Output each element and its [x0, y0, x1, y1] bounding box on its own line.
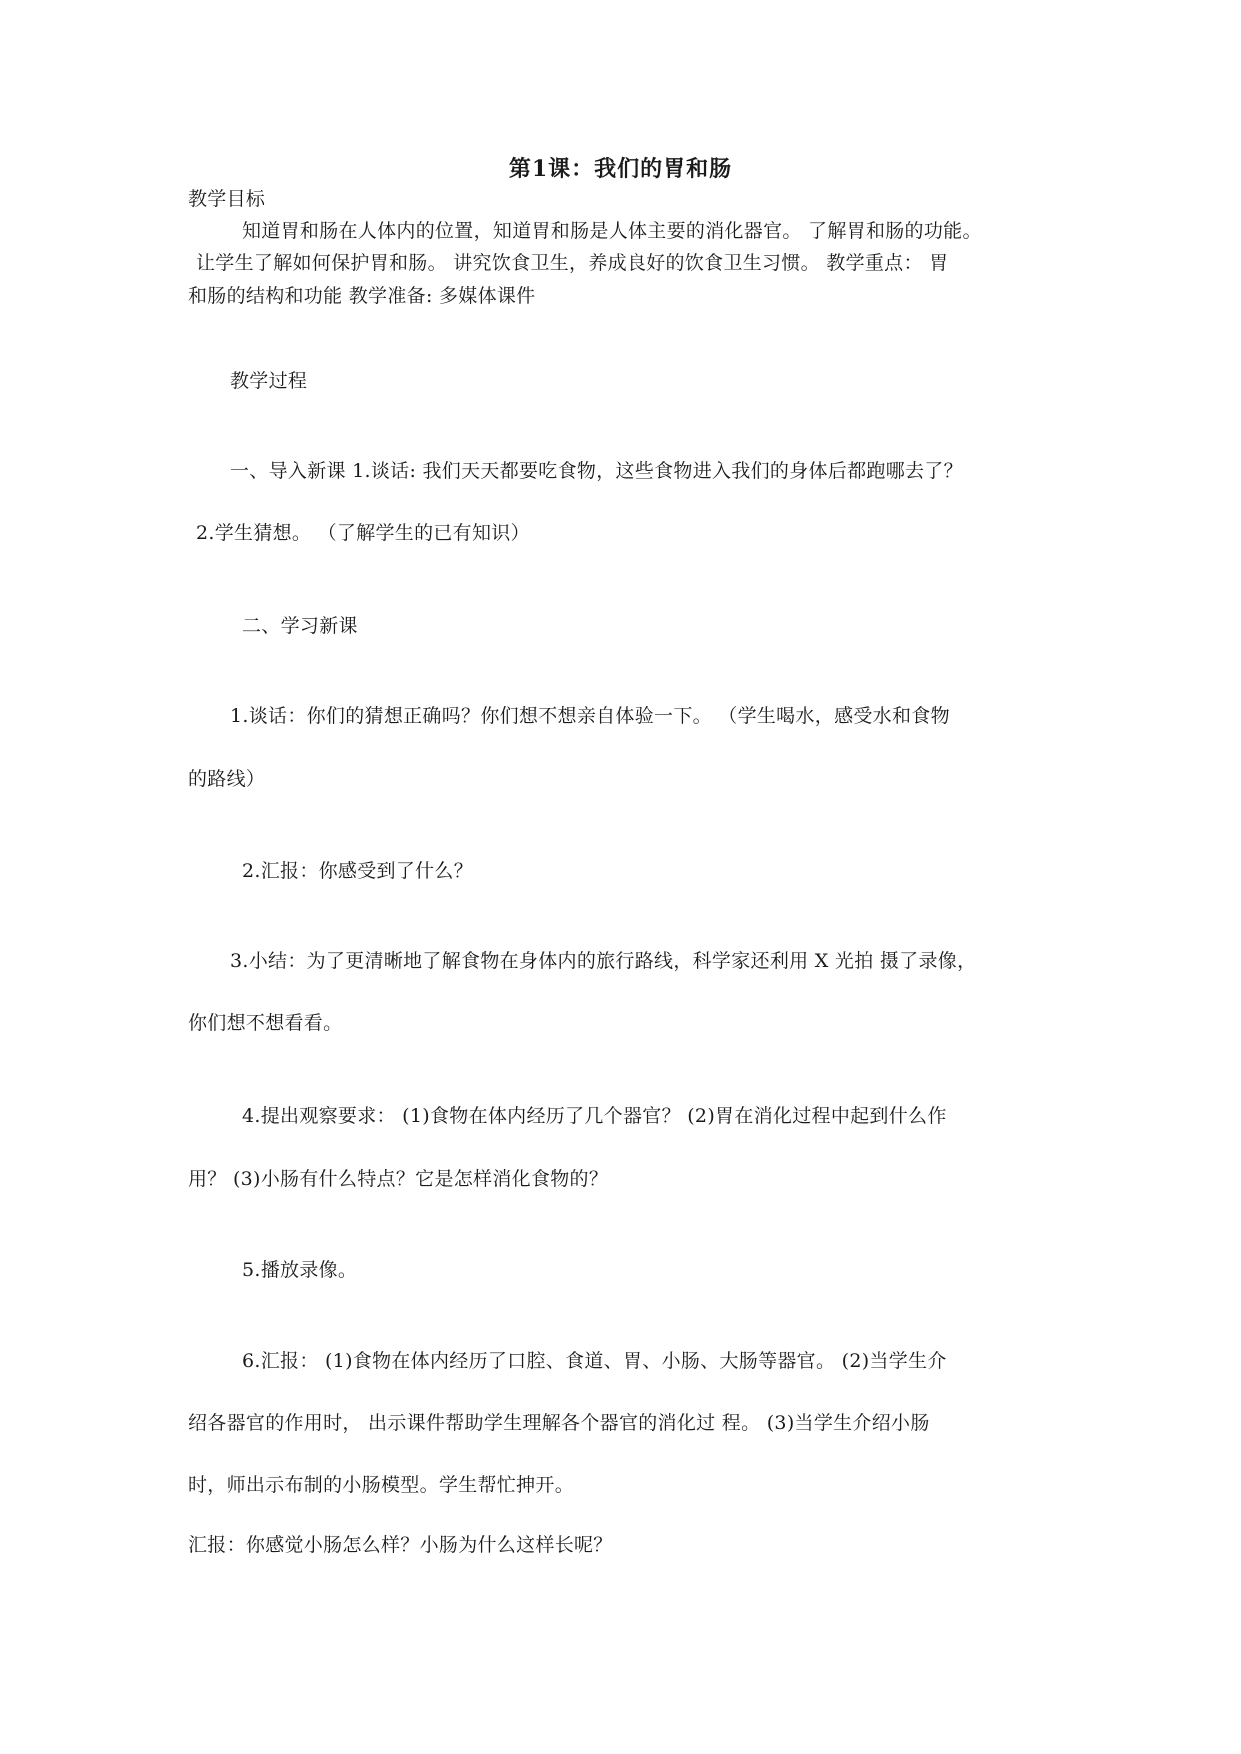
report-line-1: 汇报：你感觉小肠怎么样？小肠为什么这样长呢？ — [188, 1534, 613, 1556]
step4-line-2: 用？ (3)小肠有什么特点？它是怎样消化食物的？ — [188, 1168, 609, 1190]
step1-line-1: 1.谈话：你们的猜想正确吗？你们想不想亲自体验一下。 （学生喝水，感受水和食物 — [230, 705, 950, 727]
step1-line-2: 的路线） — [188, 768, 266, 790]
step3-line-1: 3.小结：为了更清晰地了解食物在身体内的旅行路线，科学家还利用 X 光拍 摄了录像， — [230, 950, 977, 972]
document-title: 第1课：我们的胃和肠 — [508, 156, 733, 182]
step6-line-3: 时，师出示布制的小肠模型。学生帮忙抻开。 — [188, 1474, 575, 1496]
step4-line-1: 4.提出观察要求： (1)食物在体内经历了几个器官？ (2)胃在消化过程中起到什么作 — [242, 1105, 947, 1127]
step5-line-1: 5.播放录像。 — [242, 1259, 358, 1281]
step6-line-1: 6.汇报： (1)食物在体内经历了口腔、食道、胃、小肠、大肠等器官。 (2)当学生介 — [242, 1350, 947, 1372]
step2-line-1: 2.汇报：你感受到了什么？ — [242, 860, 474, 882]
objectives-heading: 教学目标 — [188, 188, 266, 210]
process-heading: 教学过程 — [230, 370, 308, 392]
objectives-line-3: 和肠的结构和功能 教学准备: 多媒体课件 — [188, 285, 536, 307]
intro-line-2: 2.学生猜想。 （了解学生的已有知识） — [196, 522, 530, 544]
objectives-line-1: 知道胃和肠在人体内的位置，知道胃和肠是人体主要的消化器官。 了解胃和肠的功能。 — [242, 220, 982, 242]
intro-line-1: 一、导入新课 1.谈话: 我们天天都要吃食物，这些食物进入我们的身体后都跑哪去了？ — [230, 460, 963, 482]
objectives-line-2: 让学生了解如何保护胃和肠。 讲究饮食卫生，养成良好的饮食卫生习惯。 教学重点： 胃 — [196, 252, 949, 274]
step3-line-2: 你们想不想看看。 — [188, 1012, 343, 1034]
new-lesson-heading: 二、学习新课 — [242, 615, 358, 637]
step6-line-2: 绍各器官的作用时， 出示课件帮助学生理解各个器官的消化过 程。 (3)当学生介绍小肠 — [188, 1412, 930, 1434]
